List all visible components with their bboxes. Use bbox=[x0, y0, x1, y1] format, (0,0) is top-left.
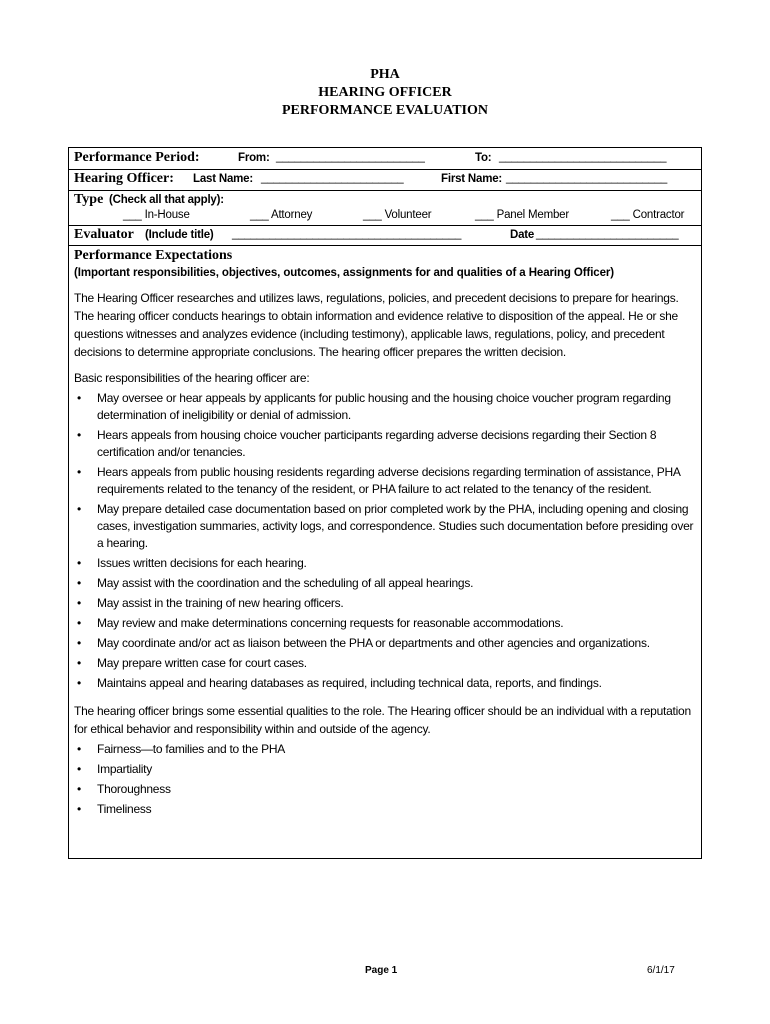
type-option-label: In-House bbox=[144, 209, 190, 221]
date-label: Date bbox=[510, 229, 535, 241]
list-item: • May assist with the coordination and the scheduling of all appeal hearings. bbox=[74, 575, 696, 592]
basic-responsibilities-heading: Basic responsibilities of the hearing officer are: bbox=[74, 371, 310, 385]
hearing-officer-row bbox=[69, 170, 701, 191]
type-hint: (Check all that apply): bbox=[109, 194, 224, 206]
hearing-officer-label: Hearing Officer: bbox=[74, 171, 174, 186]
type-label: Type bbox=[74, 192, 104, 207]
evaluator-hint: (Include title) bbox=[145, 229, 214, 241]
checkbox-blank[interactable]: ___ bbox=[123, 209, 142, 221]
type-option-contractor[interactable] bbox=[611, 209, 684, 221]
evaluation-form bbox=[68, 147, 702, 859]
list-item: • May oversee or hear appeals by applicants for public housing and the housing choice voucher program regarding determination of ineligibility or denial of admission. bbox=[74, 390, 696, 424]
list-item: • Thoroughness bbox=[74, 781, 696, 798]
type-option-attorney[interactable] bbox=[250, 209, 312, 221]
title-line-performance-evaluation: PERFORMANCE EVALUATION bbox=[282, 103, 488, 118]
responsibilities-list bbox=[74, 390, 696, 692]
checkbox-blank[interactable]: ___ bbox=[475, 209, 494, 221]
date-field[interactable]: _______________________ bbox=[536, 228, 679, 240]
last-name-field[interactable]: _______________________ bbox=[261, 172, 404, 184]
to-field[interactable]: ___________________________ bbox=[499, 151, 667, 163]
list-item: • Maintains appeal and hearing databases as required, including technical data, reports, and findings. bbox=[74, 675, 696, 692]
title-line-pha: PHA bbox=[370, 67, 400, 82]
type-option-label: Attorney bbox=[270, 209, 313, 221]
checkbox-blank[interactable]: ___ bbox=[611, 209, 630, 221]
intro-paragraph: The Hearing Officer researches and utilizes laws, regulations, policies, and precedent decisions to prepare for hearings. The hearing officer conducts hearings to obtain information and evidence relative to disposition of the appeal. He or she questions witnesses and analyzes evidence (including testimony), applicable laws, regulations, policy, and precedent decisions to determine appropriate conclusions. The hearing officer prepares the written decision. bbox=[74, 291, 679, 359]
from-field[interactable]: ________________________ bbox=[276, 151, 425, 163]
list-item: • Timeliness bbox=[74, 801, 696, 818]
list-item: • May prepare written case for court cases. bbox=[74, 655, 696, 672]
type-row bbox=[69, 191, 701, 226]
to-label: To: bbox=[475, 152, 492, 164]
performance-period-row bbox=[69, 148, 701, 170]
document-title bbox=[0, 66, 770, 120]
checkbox-blank[interactable]: ___ bbox=[363, 209, 382, 221]
type-option-label: Contractor bbox=[632, 209, 685, 221]
section-subtitle: (Important responsibilities, objectives, outcomes, assignments for and qualities of a Hearing Officer) bbox=[74, 267, 614, 279]
qualities-list bbox=[74, 741, 696, 818]
type-option-label: Volunteer bbox=[384, 209, 432, 221]
list-item: • May review and make determinations concerning requests for reasonable accommodations. bbox=[74, 615, 696, 632]
type-option-panel-member[interactable] bbox=[475, 209, 569, 221]
checkbox-blank[interactable]: ___ bbox=[250, 209, 269, 221]
list-item: • May assist in the training of new hearing officers. bbox=[74, 595, 696, 612]
performance-period-label: Performance Period: bbox=[74, 150, 200, 165]
evaluator-field[interactable]: _____________________________________ bbox=[232, 228, 462, 240]
list-item: • May coordinate and/or act as liaison between the PHA or departments and other agencies and organizations. bbox=[74, 635, 696, 652]
last-name-label: Last Name: bbox=[193, 173, 253, 185]
first-name-field[interactable]: __________________________ bbox=[506, 172, 668, 184]
evaluator-label: Evaluator bbox=[74, 227, 134, 242]
revision-date: 6/1/17 bbox=[647, 965, 675, 976]
performance-expectations-section bbox=[69, 248, 701, 818]
section-title: Performance Expectations bbox=[74, 248, 233, 263]
list-item: • Impartiality bbox=[74, 761, 696, 778]
title-line-hearing-officer: HEARING OFFICER bbox=[318, 85, 452, 100]
list-item: • Fairness—to families and to the PHA bbox=[74, 741, 696, 758]
type-option-in-house[interactable] bbox=[123, 209, 190, 221]
list-item: • May prepare detailed case documentation based on prior completed work by the PHA, including opening and closing cases, investigation summaries, activity logs, and correspondence. Studies such documentation before presiding over a hearing. bbox=[74, 501, 696, 552]
evaluator-row bbox=[69, 226, 701, 246]
from-label: From: bbox=[238, 152, 270, 164]
qualities-paragraph: The hearing officer brings some essential qualities to the role. The Hearing officer should be an individual with a reputation for ethical behavior and responsibility within and outside of the agency. bbox=[74, 704, 691, 736]
first-name-label: First Name: bbox=[441, 173, 503, 185]
list-item: • Hears appeals from housing choice voucher participants regarding adverse decisions regarding their Section 8 certification and/or tenancies. bbox=[74, 427, 696, 461]
type-option-label: Panel Member bbox=[496, 209, 569, 221]
type-option-volunteer[interactable] bbox=[363, 209, 431, 221]
list-item: • Issues written decisions for each hearing. bbox=[74, 555, 696, 572]
page-number: Page 1 bbox=[365, 965, 398, 976]
list-item: • Hears appeals from public housing residents regarding adverse decisions regarding termination of assistance, PHA requirements related to the tenancy of the resident, or PHA failure to act related to the tenancy of the resident. bbox=[74, 464, 696, 498]
